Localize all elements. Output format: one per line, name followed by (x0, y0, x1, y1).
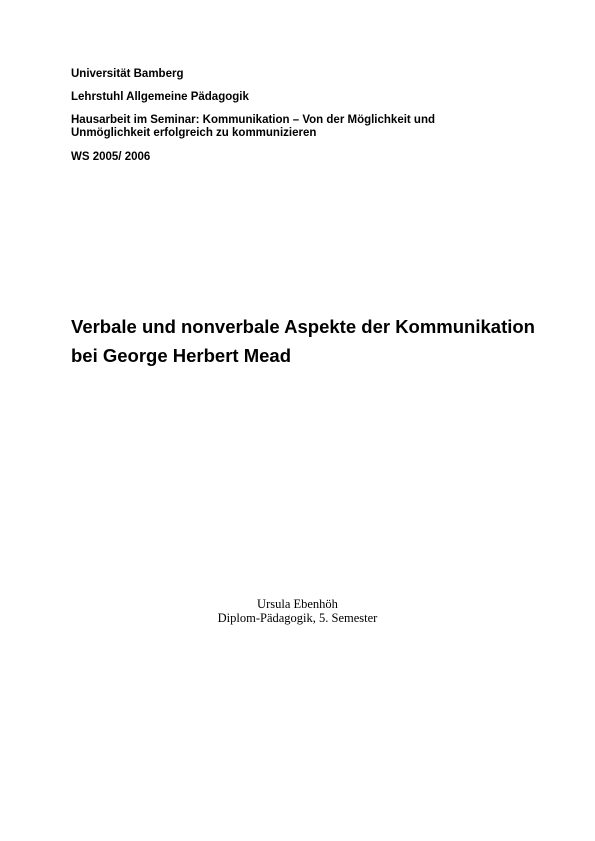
title-line-2: bei George Herbert Mead (71, 345, 292, 366)
seminar-description (71, 114, 531, 140)
author-name: Ursula Ebenhöh (257, 597, 338, 611)
university-name: Universität Bamberg (71, 68, 184, 80)
author-program: Diplom-Pädagogik, 5. Semester (217, 611, 378, 625)
document-title (71, 312, 571, 370)
chair-name: Lehrstuhl Allgemeine Pädagogik (71, 91, 249, 103)
seminar-line-1: Hausarbeit im Seminar: Kommunikation – Von der Möglichkeit und (71, 114, 436, 126)
title-line-1: Verbale und nonverbale Aspekte der Kommunikation (71, 316, 535, 337)
semester: WS 2005/ 2006 (71, 151, 151, 163)
document-header (71, 68, 531, 174)
author-info (0, 597, 595, 625)
seminar-line-2: Unmöglichkeit erfolgreich zu kommunizieren (71, 127, 317, 139)
